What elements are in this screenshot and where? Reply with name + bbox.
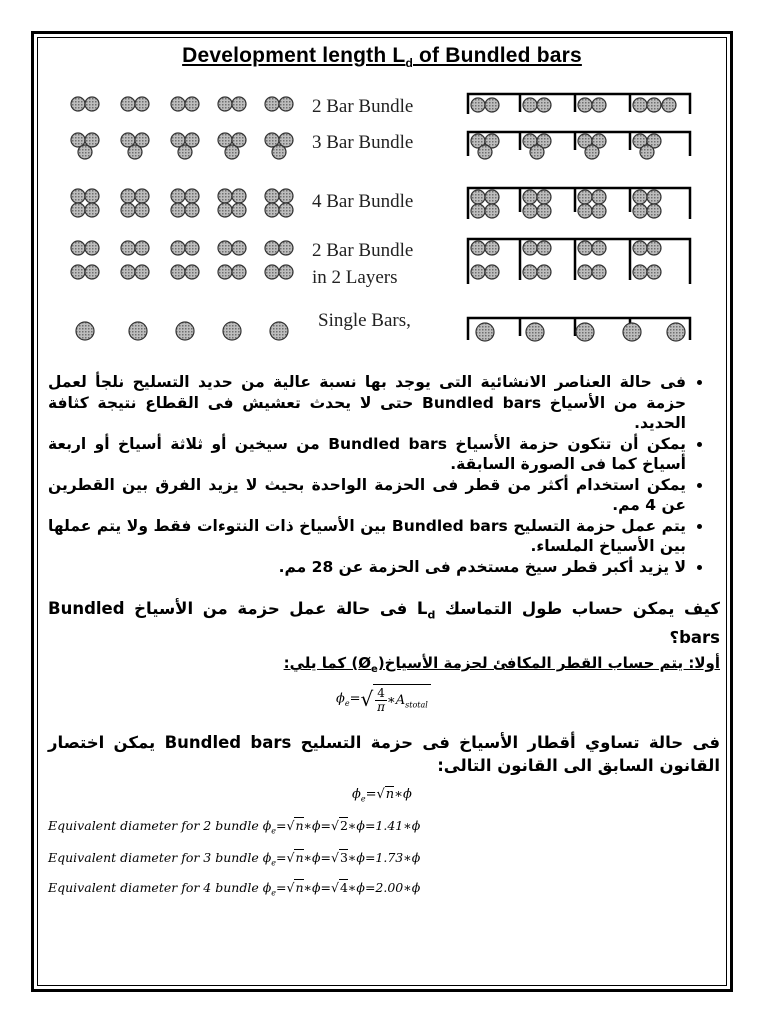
title-text: Development length L (182, 44, 406, 67)
radical-content (373, 684, 431, 714)
formula-n-lhs: ϕ (352, 787, 361, 802)
eq-n: n (295, 850, 304, 865)
eq-text: Equivalent diameter for 2 bundle (48, 818, 263, 833)
right-4bar-section (468, 188, 690, 219)
right-3bar-section (468, 132, 690, 159)
label-single: Single Bars, (318, 310, 411, 331)
radical-sign: √ (360, 687, 374, 711)
eq-text: Equivalent diameter for 3 bundle (48, 850, 263, 865)
first-text-b: ) كما يلي: (283, 654, 359, 672)
formula-n-n: n (385, 787, 395, 802)
formula-n-eq: =√ (365, 787, 385, 802)
eq-b: ∗ϕ=1.73∗ϕ (347, 850, 421, 865)
eq-a: ∗ϕ=√ (303, 880, 339, 895)
formula-lhs-sub: e (344, 699, 350, 709)
eq-n: n (295, 880, 304, 895)
formula-a-sub: stotal (405, 700, 428, 710)
first-step-heading (48, 653, 720, 680)
formula-equal-bars (352, 787, 412, 804)
formula-a: ∗A (386, 693, 406, 708)
eq-sub: e (271, 858, 276, 868)
page-title (37, 44, 727, 70)
question-sub: d (427, 608, 436, 622)
right-single-section (468, 318, 690, 341)
formula-eq: = (349, 691, 361, 707)
label-3bar: 3 Bar Bundle (312, 132, 414, 153)
formula-lhs: ϕ (336, 691, 345, 707)
eq-lhs: ϕ (262, 880, 272, 895)
title-subscript: d (405, 56, 413, 71)
eq-k: 4 (339, 880, 348, 895)
question-text-a: كيف يمكن حساب طول التماسك L (416, 599, 721, 618)
right-2bar-section (468, 94, 690, 114)
eq-lhs: ϕ (262, 850, 272, 865)
first-sub: e (371, 664, 378, 675)
formula-n-tail: ∗ϕ (394, 787, 412, 802)
question-text-b: فى حالة عمل حزمة من الأسياخ Bundled bars؟ (48, 599, 720, 648)
eq-text: Equivalent diameter for 4 bundle (48, 880, 263, 895)
eq-sub: e (271, 826, 276, 836)
note-item: • لا يزيد أكبر قطر سيخ مستخدم فى الحزمة عن 28 مم. (48, 557, 686, 578)
eq-b: ∗ϕ=1.41∗ϕ (347, 818, 421, 833)
eq-sub: e (271, 888, 276, 898)
eq-mid: =√ (275, 850, 295, 865)
formula-n-sub: e (360, 794, 366, 804)
eq-lhs: ϕ (262, 818, 272, 833)
title-tail: of Bundled bars (413, 44, 582, 67)
left-2bar-2layer-bundles (71, 241, 293, 279)
left-single-bars (76, 322, 288, 340)
eq-a: ∗ϕ=√ (303, 850, 339, 865)
fraction-num: 4 (377, 686, 385, 700)
eq-mid: =√ (275, 880, 295, 895)
eq-k: 2 (339, 818, 348, 833)
label-4bar: 4 Bar Bundle (312, 191, 414, 212)
equivalent-2-bundle (48, 818, 420, 836)
right-2layer-section (468, 239, 690, 284)
fraction-den: π (377, 700, 386, 714)
bundled-bars-figure (60, 84, 700, 354)
note-item: • يتم عمل حزمة التسليح Bundled bars بين الأسياخ ذات النتوءات فقط ولا يتم عملها بين الأسياخ الملساء. (48, 516, 686, 557)
equivalent-3-bundle (48, 850, 420, 868)
notes-list (48, 372, 716, 577)
eq-a: ∗ϕ=√ (303, 818, 339, 833)
left-2bar-bundles (71, 97, 293, 111)
fraction (375, 687, 387, 714)
formula-total-area (336, 684, 431, 714)
eq-mid: =√ (275, 818, 295, 833)
equivalent-4-bundle (48, 880, 420, 898)
label-2bar-2layer-a: 2 Bar Bundle (312, 240, 414, 261)
left-3bar-bundles (71, 133, 293, 159)
label-2bar-2layer-b: in 2 Layers (312, 267, 398, 288)
left-4bar-bundles (71, 189, 293, 217)
first-text-a: أولا: يتم حساب القطر المكافئ لحزمة الأسياخ(Ø (358, 654, 720, 672)
note-item: • فى حالة العناصر الانشائية التى يوجد بها نسبة عالية من حديد التسليح نلجأ لعمل حزمة من الأسياخ Bundled bars حتى لا يحدث تعشيش فى القطاع نتيجة كثافة الحديد. (48, 372, 686, 434)
note-item: • يمكن استخدام أكثر من قطر فى الحزمة الواحدة بحيث لا يزيد الفرق بين القطرين عن 4 مم. (48, 475, 686, 516)
label-2bar: 2 Bar Bundle (312, 96, 414, 117)
eq-k: 3 (339, 850, 348, 865)
equal-diameter-paragraph: فى حالة تساوي أقطار الأسياخ فى حزمة التسليح Bundled bars يمكن اختصار القانون السابق الى القانون التالى: (48, 733, 720, 775)
note-item: • يمكن أن تتكون حزمة الأسياخ Bundled bars من سيخين أو ثلاثة أسياخ أو اربعة أسياخ كما فى الصورة السابقة. (48, 434, 686, 475)
eq-b: ∗ϕ=2.00∗ϕ (347, 880, 421, 895)
eq-n: n (295, 818, 304, 833)
question-heading (48, 597, 720, 649)
